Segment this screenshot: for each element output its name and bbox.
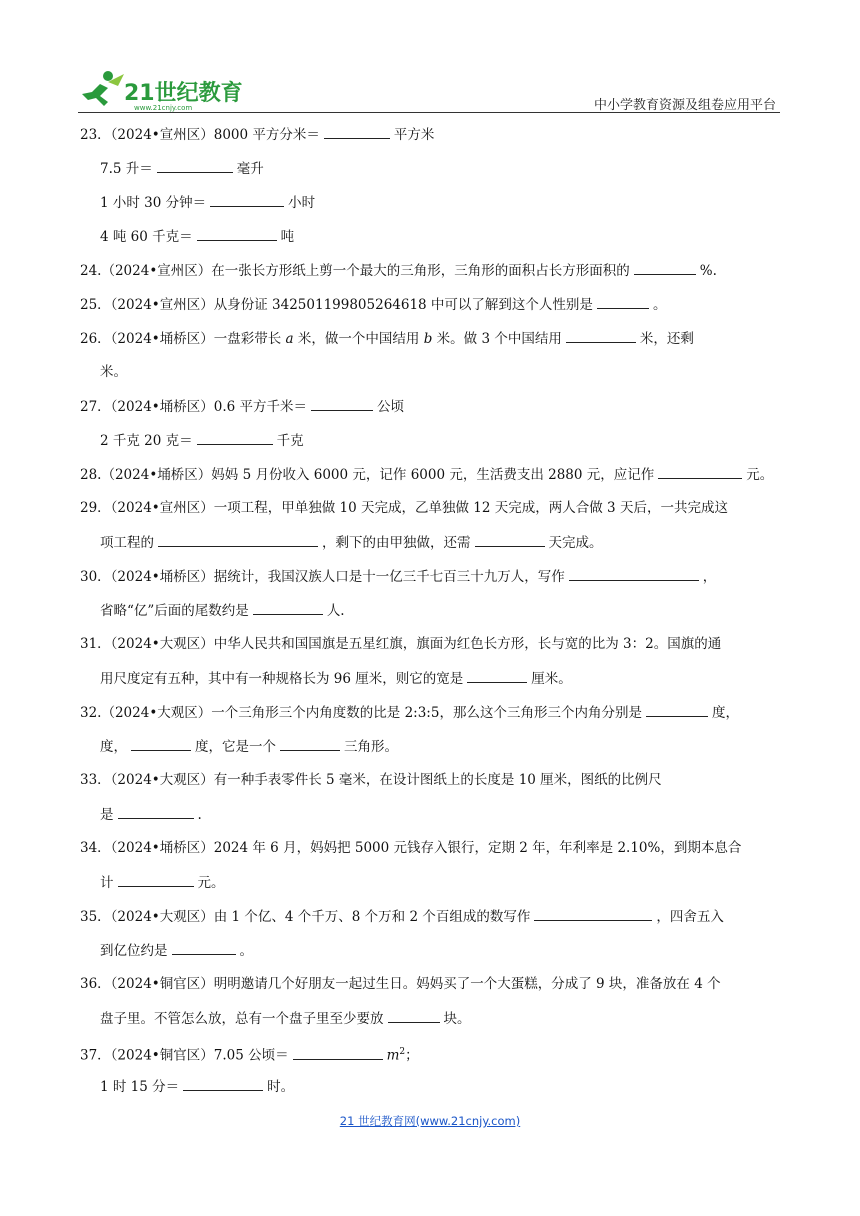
q28-line-1: 28.（2024•埇桥区）妈妈 5 月份收入 6000 元，记作 6000 元，生活费支出 2880 元，应记作 元。 (80, 464, 773, 484)
answer-blank[interactable] (534, 906, 652, 921)
answer-blank[interactable] (157, 158, 233, 173)
answer-blank[interactable] (118, 804, 194, 819)
answer-blank[interactable] (131, 736, 191, 751)
q27-line-1: 27．（2024•埇桥区）0.6 平方千米＝ 公顷 (80, 396, 404, 416)
answer-blank[interactable] (311, 396, 373, 411)
q26-line-2: 米。 (100, 364, 127, 380)
q34-line-2: 计 元。 (100, 872, 225, 892)
q33-line-2: 是 . (100, 804, 202, 824)
logo-url: www.21cnjy.com (134, 104, 193, 112)
q29-line-2: 项工程的 ，剩下的由甲独做，还需 天完成。 (100, 532, 603, 552)
q26-line-1: 26．（2024•埇桥区）一盘彩带长 a 米，做一个中国结用 b 米。做 3 个中国结用 米，还剩 (80, 328, 694, 348)
q23-line-4: 4 吨 60 千克＝ 吨 (100, 226, 294, 246)
q30-line-2: 省略“亿”后面的尾数约是 人. (100, 600, 345, 620)
q35-line-2: 到亿位约是 。 (100, 940, 253, 960)
answer-blank[interactable] (388, 1008, 440, 1023)
q37-line-1: 37．（2024•铜官区）7.05 公顷＝ $m^2$； (80, 1042, 419, 1062)
answer-blank[interactable] (597, 294, 649, 309)
answer-blank[interactable] (183, 1076, 263, 1091)
logo-text: 21世纪教育 (124, 81, 243, 106)
q23-line-2: 7.5 升＝ 毫升 (100, 158, 264, 178)
q33-line-1: 33．（2024•大观区）有一种手表零件长 5 毫米，在设计图纸上的长度是 10 厘米，图纸的比例尺 (80, 772, 662, 788)
answer-blank[interactable] (172, 940, 236, 955)
q32-line-2: 度， 度，它是一个 三角形。 (100, 736, 398, 756)
answer-blank[interactable] (569, 566, 699, 581)
q35-line-1: 35．（2024•大观区）由 1 个亿、4 个千万、8 个万和 2 个百组成的数写作 ，四舍五入 (80, 906, 724, 926)
logo-21cnjy (78, 64, 258, 112)
q32-line-1: 32.（2024•大观区）一个三角形三个内角度数的比是 2:3:5，那么这个三角形三个内角分别是 度， (80, 702, 739, 722)
platform-name: 中小学教育资源及组卷应用平台 (593, 98, 776, 113)
answer-blank[interactable] (646, 702, 708, 717)
answer-blank[interactable] (634, 260, 696, 275)
q27-line-2: 2 千克 20 克＝ 千克 (100, 430, 304, 450)
answer-blank[interactable] (197, 430, 273, 445)
page-header (78, 64, 780, 116)
answer-blank[interactable] (566, 328, 636, 343)
q24-line-1: 24.（2024•宣州区）在一张长方形纸上剪一个最大的三角形，三角形的面积占长方形面积的 %. (80, 260, 717, 280)
answer-blank[interactable] (467, 668, 527, 683)
answer-blank[interactable] (658, 464, 742, 479)
answer-blank[interactable] (197, 226, 277, 241)
answer-blank[interactable] (324, 124, 390, 139)
q36-line-1: 36．（2024•铜官区）明明邀请几个好朋友一起过生日。妈妈买了一个大蛋糕，分成了 9 块，准备放在 4 个 (80, 976, 721, 992)
answer-blank[interactable] (475, 532, 545, 547)
q31-line-1: 31．（2024•大观区）中华人民共和国国旗是五星红旗，旗面为红色长方形，长与宽的比为 3：2。国旗的通 (80, 636, 722, 652)
q30-line-1: 30．（2024•埇桥区）据统计，我国汉族人口是十一亿三千七百三十九万人，写作 ， (80, 566, 716, 586)
q23-line-3: 1 小时 30 分钟＝ 小时 (100, 192, 315, 212)
q36-line-2: 盘子里。不管怎么放，总有一个盘子里至少要放 块。 (100, 1008, 471, 1028)
q34-line-1: 34．（2024•埇桥区）2024 年 6 月，妈妈把 5000 元钱存入银行，定期 2 年，年利率是 2.10%，到期本息合 (80, 840, 742, 856)
answer-blank[interactable] (293, 1045, 383, 1060)
answer-blank[interactable] (253, 600, 323, 615)
q31-line-2: 用尺度定有五种，其中有一种规格长为 96 厘米，则它的宽是 厘米。 (100, 668, 572, 688)
q23-line-1: 23．（2024•宣州区）8000 平方分米＝ 平方米 (80, 124, 434, 144)
answer-blank[interactable] (210, 192, 284, 207)
q37-line-2: 1 时 15 分＝ 时。 (100, 1076, 294, 1096)
q25-line-1: 25．（2024•宣州区）从身份证 342501199805264618 中可以了解到这个人性别是 。 (80, 294, 666, 314)
q29-line-1: 29．（2024•宣州区）一项工程，甲单独做 10 天完成，乙单独做 12 天完成，两人合做 3 天后，一共完成这 (80, 500, 728, 516)
header-divider (78, 112, 780, 113)
footer-link[interactable]: 21 世纪教育网(www.21cnjy.com) (339, 1114, 521, 1128)
answer-blank[interactable] (158, 532, 318, 547)
answer-blank[interactable] (118, 872, 194, 887)
answer-blank[interactable] (280, 736, 340, 751)
